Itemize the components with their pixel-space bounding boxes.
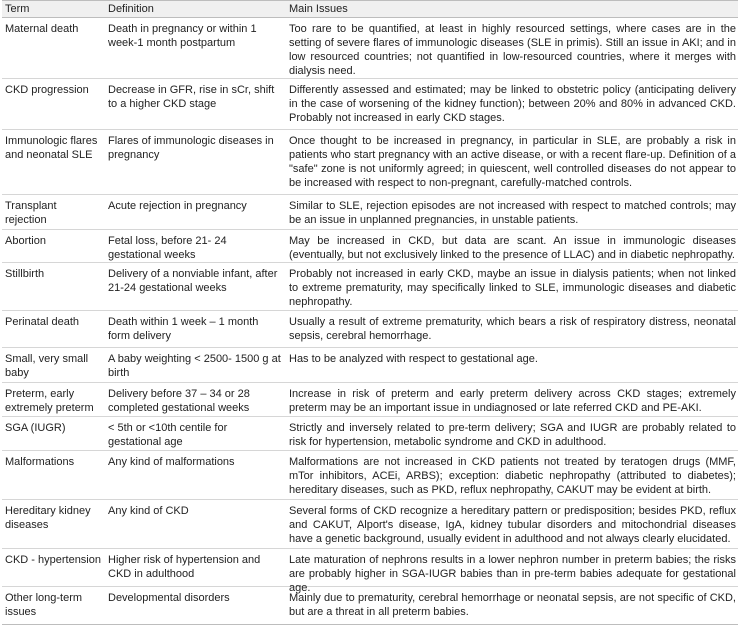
table-row [2, 263, 738, 311]
header-main-issues: Main Issues [289, 3, 348, 15]
table-row [2, 549, 738, 594]
term-cell: Hereditary kidney diseases [5, 505, 91, 531]
definition-cell: A baby weighting < 2500- 1500 g at birth [108, 353, 281, 379]
definition-cell: Any kind of malformations [108, 456, 235, 468]
table-row [2, 348, 738, 383]
issues-cell: Increase in risk of preterm and early preterm delivery across CKD stages; extremely preterm may be an important issue in undiagnosed or late referred CKD and PE-AKI. [289, 388, 736, 414]
header-definition: Definition [108, 3, 154, 15]
issues-cell: Usually a result of extreme prematurity, which bears a risk of respiratory distress, neonatal sepsis, cerebral hemorrhage. [289, 316, 736, 342]
term-cell: Maternal death [5, 23, 79, 35]
definition-cell: Decrease in GFR, rise in sCr, shift to a higher CKD stage [108, 84, 275, 110]
table-row [2, 18, 738, 79]
term-cell: Immunologic flares and neonatal SLE [5, 135, 98, 161]
definition-cell: Developmental disorders [108, 592, 230, 604]
table-row [2, 311, 738, 348]
definition-cell: < 5th or <10th centile for gestational age [108, 422, 228, 448]
issues-cell: Has to be analyzed with respect to gestational age. [289, 353, 538, 365]
term-cell: SGA (IUGR) [5, 422, 66, 434]
issues-cell: Similar to SLE, rejection episodes are not increased with respect to matched controls; may be an issue in unplanned pregnancies, in unstable patients. [289, 200, 736, 226]
term-cell: Other long-term issues [5, 592, 83, 618]
definition-cell: Acute rejection in pregnancy [108, 200, 247, 212]
table-row [2, 500, 738, 549]
issues-cell: Too rare to be quantified, at least in highly resourced settings, where cases are in the setting of severe flares of immunologic diseases (SLE in primis). Still an issue in AKI; and in low resourced countries; not quantified in low-resourced countries, where it merges with dialysis need. [289, 23, 736, 77]
term-cell: CKD - hypertension [5, 554, 101, 566]
table-header-row [2, 0, 738, 18]
issues-cell: May be increased in CKD, but data are scant. An issue in immunologic diseases (eventually, but not exclusively linked to the presence of LLAC) and in diabetic nephropathy. [289, 235, 736, 261]
issues-cell: Several forms of CKD recognize a hereditary pattern or predisposition; besides PKD, reflux and CAKUT, Alport's disease, IgA, kidney tubular disorders and mitochondrial diseases have a genetic background, usually evident in adulthood and not always clearly elucidated. [289, 505, 736, 545]
table-row [2, 417, 738, 451]
table-row [2, 130, 738, 195]
table-row [2, 587, 738, 625]
issues-cell: Malformations are not increased in CKD patients not treated by teratogen drugs (MMF, mTor inhibitors, ACEi, ARBS); exception: diabetic nephropathy (attributed to diabetes); hereditary diseases, such as PKD, reflux nephropathy, CAKUT may be evident at birth. [289, 456, 736, 496]
table-row [2, 230, 738, 263]
issues-cell: Late maturation of nephrons results in a lower nephron number in preterm babies; the risks are probably higher in SGA-IUGR babies than in pre-term babies adequate for gestational age. [289, 554, 736, 594]
definition-cell: Flares of immunologic diseases in pregnancy [108, 135, 274, 161]
term-cell: Abortion [5, 235, 46, 247]
definition-cell: Delivery of a nonviable infant, after 21-24 gestational weeks [108, 268, 278, 294]
term-cell: Small, very small baby [5, 353, 89, 379]
issues-cell: Mainly due to prematurity, cerebral hemorrhage or neonatal sepsis, are not specific of CKD, but are a threat in all preterm babies. [289, 592, 736, 618]
issues-cell: Strictly and inversely related to pre-term delivery; SGA and IUGR are probably related to risk for hypertension, metabolic syndrome and CKD in adulthood. [289, 422, 736, 448]
term-cell: Stillbirth [5, 268, 45, 280]
definition-cell: Death within 1 week – 1 month form delivery [108, 316, 259, 342]
table-row [2, 79, 738, 130]
issues-cell: Probably not increased in early CKD, maybe an issue in dialysis patients; when not linked to extreme prematurity, may specifically linked to SLE, immunologic diseases and diabetic nephropathy. [289, 268, 736, 308]
outcomes-table [2, 0, 738, 625]
term-cell: CKD progression [5, 84, 89, 96]
issues-cell: Differently assessed and estimated; may be linked to obstetric policy (anticipating delivery in the case of worsening of the kidney function); between 20% and 80% in advanced CKD. Probably not increased in early CKD stages. [289, 84, 736, 124]
definition-cell: Death in pregnancy or within 1 week-1 month postpartum [108, 23, 257, 49]
definition-cell: Any kind of CKD [108, 505, 189, 517]
definition-cell: Higher risk of hypertension and CKD in adulthood [108, 554, 261, 580]
term-cell: Malformations [5, 456, 75, 468]
table-row [2, 451, 738, 500]
header-term: Term [5, 3, 30, 15]
issues-cell: Once thought to be increased in pregnancy, in particular in SLE, are probably a risk in patients who start pregnancy with an active disease, or with a recent flare-up. Definition of a "safe" zone is not uniformly agreed; in quiescent, well controlled diseases do not appear to be increased with respect to non-pregnant, carefully-matched controls. [289, 135, 736, 189]
term-cell: Transplant rejection [5, 200, 57, 226]
table-row [2, 383, 738, 417]
definition-cell: Fetal loss, before 21- 24 gestational weeks [108, 235, 227, 261]
definition-cell: Delivery before 37 – 34 or 28 completed gestational weeks [108, 388, 250, 414]
term-cell: Perinatal death [5, 316, 79, 328]
term-cell: Preterm, early extremely preterm [5, 388, 94, 414]
table-row [2, 195, 738, 230]
